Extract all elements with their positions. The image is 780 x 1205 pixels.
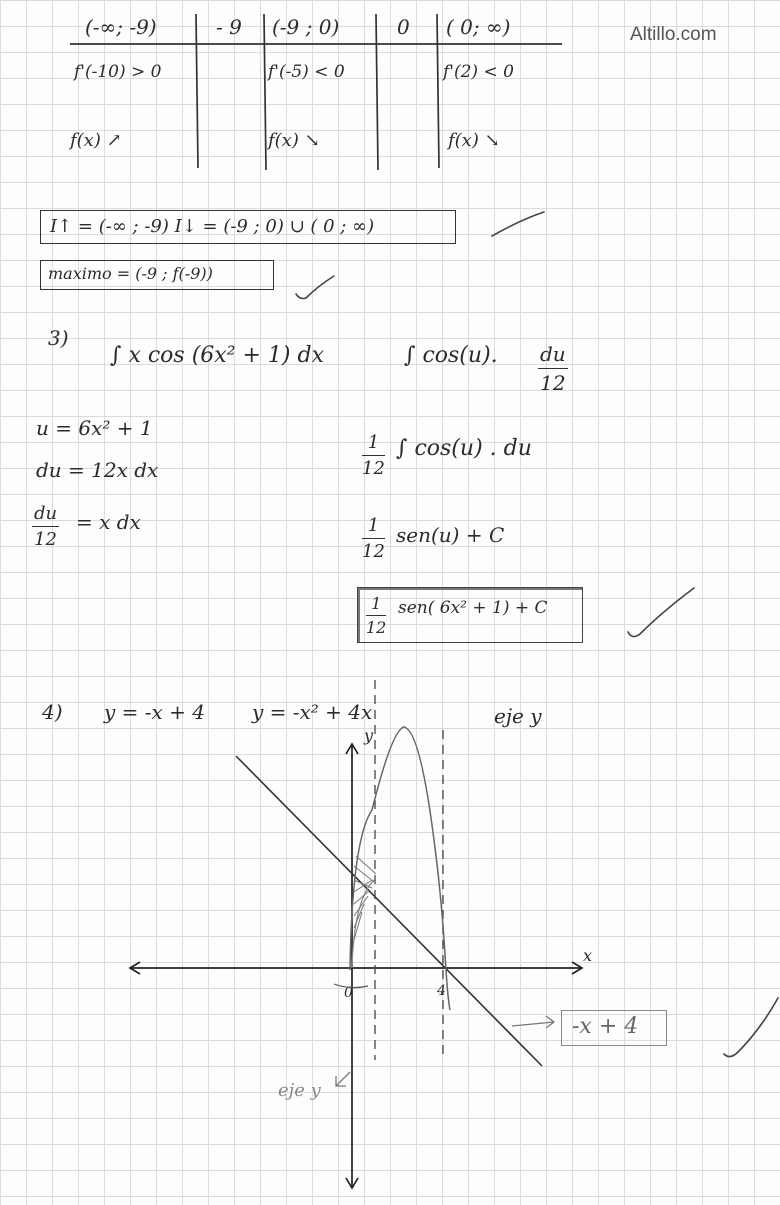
shaded-region: [354, 856, 376, 940]
line-graph: [236, 756, 542, 1066]
axes: [130, 744, 582, 1188]
problem-3-number: 3): [48, 326, 69, 350]
interval-4: 0: [397, 15, 410, 39]
substitution-du: du = 12x dx: [36, 458, 159, 482]
interval-2: - 9: [216, 15, 242, 39]
answer-denominator: 12: [366, 618, 387, 637]
equation-axis: eje y: [494, 704, 542, 728]
axis-x-label: x: [583, 946, 593, 965]
interval-3: (-9 ; 0): [272, 15, 340, 39]
intervals-result: I↑ = (-∞ ; -9) I↓ = (-9 ; 0) ∪ ( 0 ; ∞): [50, 216, 375, 237]
step1-denominator: 12: [540, 371, 566, 395]
origin-tick-label: 0: [344, 985, 353, 1001]
derivative-sign-3: f'(2) < 0: [443, 62, 514, 82]
eje-y-label: eje y: [278, 1080, 321, 1101]
step1-numerator: du: [540, 342, 566, 366]
fraction-denominator: 12: [34, 529, 58, 550]
function-trend-2: f(x) ↘: [268, 130, 320, 151]
function-trend-1: f(x) ↗: [70, 130, 122, 151]
answer-numerator: 1: [371, 594, 382, 613]
step3-denominator: 12: [362, 541, 385, 562]
line-label: -x + 4: [572, 1014, 639, 1039]
step1-integral: ∫ cos(u).: [404, 343, 498, 368]
step3-rest: sen(u) + C: [396, 523, 505, 547]
integral-expression: ∫ x cos (6x² + 1) dx: [110, 343, 324, 368]
interval-1: (-∞; -9): [85, 15, 157, 39]
step2-numerator: 1: [367, 432, 380, 453]
derivative-sign-2: f'(-5) < 0: [268, 62, 345, 82]
four-tick-label: 4: [437, 983, 446, 999]
derivative-sign-1: f'(-10) > 0: [74, 62, 162, 82]
table-lines: [70, 14, 562, 170]
equation-line: y = -x + 4: [104, 700, 206, 724]
check-marks: [296, 212, 778, 1057]
step3-numerator: 1: [367, 515, 380, 536]
watermark: Altillo.com: [630, 24, 717, 45]
axis-y-label: y: [364, 726, 374, 745]
maximum-result: maximo = (-9 ; f(-9)): [48, 264, 213, 283]
substitution-rest: = x dx: [76, 510, 141, 534]
origin-tick-mark: [334, 984, 368, 988]
fraction-numerator: du: [34, 503, 58, 524]
interval-5: ( 0; ∞): [446, 15, 511, 39]
dashed-guides: [375, 680, 443, 1060]
annotation-arrows: [336, 1016, 554, 1086]
function-trend-3: f(x) ↘: [448, 130, 500, 151]
problem-4-number: 4): [42, 700, 63, 724]
step2-denominator: 12: [362, 458, 385, 479]
answer-rest: sen( 6x² + 1) + C: [398, 598, 548, 618]
step2-rest: ∫ cos(u) . du: [396, 436, 532, 461]
equation-parabola: y = -x² + 4x: [252, 700, 373, 724]
substitution-u: u = 6x² + 1: [36, 416, 153, 440]
